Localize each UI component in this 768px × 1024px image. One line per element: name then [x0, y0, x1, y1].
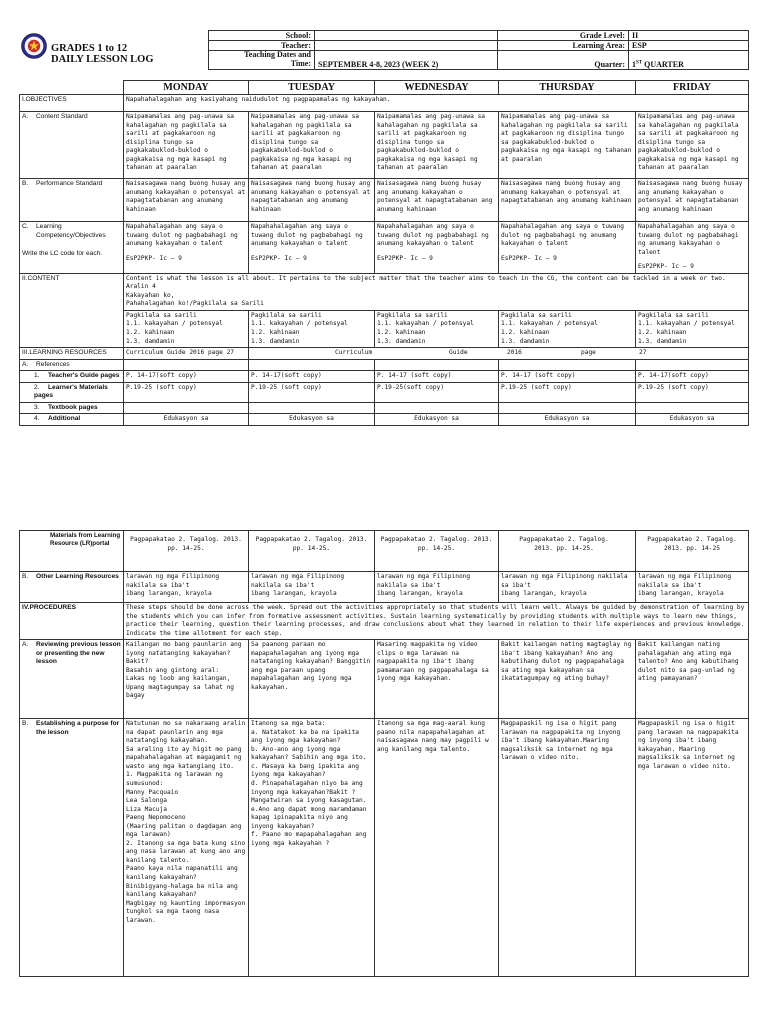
- content-topics-row: [20, 310, 749, 347]
- deped-seal-icon: [21, 33, 47, 59]
- additional-wed: Edukasyon sa: [375, 414, 499, 426]
- lesson-log-table-page-2: [19, 530, 749, 977]
- learners-materials-wed: P.19-25(soft copy): [375, 382, 499, 402]
- day-thursday: THURSDAY: [499, 81, 636, 95]
- performance-standard-label: B. Performance Standard: [20, 179, 124, 222]
- additional-row: [20, 414, 749, 426]
- references-wed: [375, 359, 499, 371]
- teachers-guide-label: 1. Teacher's Guide pages: [20, 371, 124, 383]
- day-wednesday: WEDNESDAY: [375, 81, 499, 95]
- header-info-table: [208, 30, 498, 70]
- lesson-log-table-page-1: [19, 80, 749, 426]
- references-fri: [636, 359, 749, 371]
- review-label: A. Reviewing previous lesson or presenting the new lesson: [20, 640, 124, 719]
- competency-row: [20, 222, 749, 274]
- objectives-label: I.OBJECTIVES: [20, 95, 124, 112]
- grade-level-field[interactable]: II: [629, 31, 749, 41]
- learning-area-label: Learning Area:: [498, 41, 629, 51]
- review-thu: Bakit kailangan nating magtaglay ng iba't ibang kakayahan? Ano ang kabutihang dulot ng pagpapahalaga sa ating mga kakayahan sa ikatatagumpay ng ating buhay?: [499, 640, 636, 719]
- textbook-tue: [249, 402, 375, 414]
- references-mon: [124, 359, 249, 371]
- lc-code: EsP2PKP- Ic – 9: [377, 254, 433, 262]
- objectives-row: [20, 95, 749, 112]
- competency-mon: Napahahalagahan ang saya o tuwang dulot ng pagbabahagi ng anumang kakayahan o talent EsP2PKP- Ic – 9: [124, 222, 249, 274]
- day-header-blank: [20, 81, 124, 95]
- procedures-row: [20, 603, 749, 640]
- teachers-guide-tue: P. 14-17(soft copy): [249, 371, 375, 383]
- content-row: [20, 273, 749, 310]
- content-standard-tue: Naipamamalas ang pag-unawa sa kahalagahan ng pagkilala sa sarili at pagkakaroon ng disiplina tungo sa pagkakabuklod-buklod o pagkakaisa ng mga kasapi ng tahanan at paaralan: [249, 112, 375, 179]
- teachers-guide-mon: P. 14-17(soft copy): [124, 371, 249, 383]
- lc-code: EsP2PKP- Ic – 9: [251, 254, 307, 262]
- learners-materials-row: [20, 382, 749, 402]
- cg-reference-mon: Curriculum Guide 2016 page 27: [124, 348, 249, 360]
- day-friday: FRIDAY: [636, 81, 749, 95]
- lr-portal-wed: Pagpapakatao 2. Tagalog. 2013. pp. 14-25.: [375, 531, 499, 572]
- cg-reference-spread: Curriculum Guide 2016 page 27: [249, 348, 749, 360]
- teachers-guide-row: [20, 371, 749, 383]
- content-standard-mon: Naipamamalas ang pag-unawa sa kahalagahan ng pagkilala sa sarili at pagkakaroon ng disiplina tungo sa pagkakabuklod-buklod o pagkakaisa ng mga kasapi ng tahanan at paaralan: [124, 112, 249, 179]
- competency-fri: Napahahalagahan ang saya o tuwang dulot ng pagbabahagi ng anumang kakayahan o talent EsP2PKP- Ic – 9: [636, 222, 749, 274]
- content-topics-tue: Pagkilala sa sarili 1.1. kakayahan / potensyal 1.2. kahinaan 1.3. damdamin: [249, 310, 375, 347]
- dates-label-line-1: Teaching Dates and: [244, 50, 311, 60]
- day-monday: MONDAY: [124, 81, 249, 95]
- textbook-label: 3. Textbook pages: [20, 402, 124, 414]
- additional-mon: Edukasyon sa: [124, 414, 249, 426]
- performance-standard-row: [20, 179, 749, 222]
- lr-portal-mon: Pagpapakatao 2. Tagalog. 2013. pp. 14-25.: [124, 531, 249, 572]
- references-label: A. References: [20, 359, 124, 371]
- additional-label: 4. Additional: [20, 414, 124, 426]
- content-standard-label: A. Content Standard: [20, 112, 124, 179]
- purpose-fri: Magpapaskil ng isa o higit pang larawan na nagpapakita ng inyong iba't ibang kakayahan. Maaring magsaliksik sa internet ng mga larawan o video nito.: [636, 719, 749, 977]
- quarter-field[interactable]: [629, 51, 749, 70]
- competency-thu: Napahahalagahan ang saya o tuwang dulot ng pagbabahagi ng anumang kakayahan o talent EsP2PKP- Ic – 9: [499, 222, 636, 274]
- lr-portal-tue: Pagpapakatao 2. Tagalog. 2013. pp. 14-25.: [249, 531, 375, 572]
- purpose-wed: Itanong sa mga mag-aaral kung paano nila napapahalagahan at naisasagawa nang may pagpili w ang kanilang mga talento.: [375, 719, 499, 977]
- review-fri: Bakit kailangan nating pahalagahan ang ating mga talento? Ano ang kabutihang dulot nito sa pag-unlad ng ating pamayanan?: [636, 640, 749, 719]
- purpose-row: [20, 719, 749, 977]
- review-row: [20, 640, 749, 719]
- quarter-label: Quarter:: [498, 51, 629, 70]
- school-label: School:: [209, 31, 315, 41]
- lr-portal-label: Materials from Learning Resource (LR)portal: [20, 531, 124, 572]
- purpose-thu: Magpapaskil ng isa o higit pang larawan na nagpapakita ng inyong iba't ibang kakayahan.Maaring magsaliksik sa internet ng mga larawan o video nito.: [499, 719, 636, 977]
- content-standard-thu: Naipamamalas ang pag-unawa sa kahalagahan ng pagkilala sa sarili at pagkakaroon ng disiplina tungo sa pagkakabuklod-buklod o pagkakaisa ng mga kasapi ng tahanan at paaralan: [499, 112, 636, 179]
- teacher-label: Teacher:: [209, 41, 315, 51]
- learners-materials-mon: P.19-25 (soft copy): [124, 382, 249, 402]
- performance-standard-wed: Naisasagawa nang buong husay ang anumang kakayahan o potensyal at napagtatabanan ang anumang kahinaan: [375, 179, 499, 222]
- performance-standard-mon: Naisasagawa nang buong husay ang anumang kakayahan o potensyal at napagtatabanan ang anumang kahinaan: [124, 179, 249, 222]
- content-topics-thu: Pagkilala sa sarili 1.1. kakayahan / potensyal 1.2. kahinaan 1.3. damdamin: [499, 310, 636, 347]
- additional-tue: Edukasyon sa: [249, 414, 375, 426]
- lc-code-note: Write the LC code for each.: [22, 250, 103, 258]
- lc-code: EsP2PKP- Ic – 9: [126, 254, 182, 262]
- other-resources-mon: larawan ng mga Filipinong nakilala sa iba't ibang larangan, krayola: [124, 572, 249, 603]
- performance-standard-thu: Naisasagawa nang buong husay ang anumang kakayahan o potensyal at napagtatabanan ang anumang kahinaan: [499, 179, 636, 222]
- lr-portal-thu: Pagpapakatao 2. Tagalog. 2013. pp. 14-25.: [499, 531, 636, 572]
- competency-wed: Napahahalagahan ang saya o tuwang dulot ng pagbabahagi ng anumang kakayahan o talent EsP2PKP- Ic – 9: [375, 222, 499, 274]
- title-line-2: DAILY LESSON LOG: [51, 54, 154, 66]
- learners-materials-label: 2. Learner's Materials pages: [20, 382, 124, 402]
- content-topics-fri: Pagkilala sa sarili 1.1. kakayahan / potensyal 1.2. kahinaan 1.3. damdamin: [636, 310, 749, 347]
- document-title: [51, 43, 154, 65]
- other-resources-wed: larawan ng mga Filipinong nakilala sa iba't ibang larangan, krayola: [375, 572, 499, 603]
- dates-field[interactable]: SEPTEMBER 4-8, 2023 (WEEK 2): [315, 51, 498, 70]
- quarter-text: QUARTER: [642, 60, 684, 70]
- resources-row: [20, 348, 749, 360]
- review-wed: Masaring magpakita ng video clips o mga larawan na nagpapakita ng iba't ibang pamamaraan ng pagpapahalaga sa iyong mga kakayahan.: [375, 640, 499, 719]
- procedures-text: These steps should be done across the week. Spread out the activities appropriately so that students will learn well. Always be guided by demonstration of learning by the students which you can infer from formative assessment activities. Sustain learning systematically by providing students with multiple ways to learn new things, practice their learning, question their learning processes, and draw conclusions about what they learned in relation to their life experiences and previous knowledge. Indicate the time allotment for each step.: [124, 603, 749, 640]
- purpose-mon: Natutunan mo sa nakaraang aralin na dapat paunlarin ang mga natatanging kakayahan. Sa araling ito ay higit mo pang mapahahalagahan at magagamit ng wasto ang mga katangiang ito. 1. Magpakita ng larawan ng sumusunod: Manny Pacquaio Lea Salonga Liza Macuja Paeng Nepomoceno (Maaring palitan o dagdagan ang mga larawan) 2. Itanong sa mga bata kung sino ang nasa larawan at kung ano ang kanilang talento. Paano kaya nila napanatili ang kanilang kakayahan? Binibigyang-halaga ba nila ang kanilang kakayahan? Magbigay ng kaunting impormasyon tungkol sa mga taong nasa larawan.: [124, 719, 249, 977]
- learners-materials-fri: P.19-25 (soft copy): [636, 382, 749, 402]
- content-label: II.CONTENT: [20, 273, 124, 347]
- competency-label: C. Learning Competency/Objectives Write the LC code for each.: [20, 222, 124, 274]
- references-thu: [499, 359, 636, 371]
- content-standard-row: [20, 112, 749, 179]
- quarter-ordinal: ST: [636, 60, 643, 66]
- dates-label: [209, 51, 315, 70]
- day-tuesday: TUESDAY: [249, 81, 375, 95]
- other-resources-thu: larawan ng mga Filipinong nakilala sa iba't ibang larangan, krayola: [499, 572, 636, 603]
- lc-code: EsP2PKP- Ic – 9: [638, 263, 694, 271]
- content-topics-mon: Pagkilala sa sarili 1.1. kakayahan / potensyal 1.2. kahinaan 1.3. damdamin: [124, 310, 249, 347]
- lc-code: EsP2PKP- Ic – 9: [501, 254, 557, 262]
- performance-standard-fri: Naisasagawa nang buong husay ang anumang kakayahan o potensyal at napagtatabanan ang anumang kahinaan: [636, 179, 749, 222]
- objectives-text: Napahahalagahan ang kasiyahang naidudulot ng pagpapamalas ng kakayahan.: [124, 95, 749, 112]
- procedures-label: IV.PROCEDURES: [20, 603, 124, 640]
- other-resources-row: [20, 572, 749, 603]
- content-intro: Content is what the lesson is all about. It pertains to the subject matter that the teacher aims to teach in the CG, the content can be tackled in a week or two. Aralin 4 Kakayahan ko, Pahahalagahan ko!/Pagkilala sa Sarili: [124, 273, 749, 310]
- textbook-mon: [124, 402, 249, 414]
- dates-label-line-2: Time:: [290, 59, 311, 69]
- other-resources-label: B. Other Learning Resources: [20, 572, 124, 603]
- additional-thu: Edukasyon sa: [499, 414, 636, 426]
- lr-portal-fri: Pagpapakatao 2. Tagalog. 2013. pp. 14-25: [636, 531, 749, 572]
- teachers-guide-wed: P. 14-17 (soft copy): [375, 371, 499, 383]
- textbook-wed: [375, 402, 499, 414]
- review-mon: Kailangan mo bang paunlarin ang iyong natatanging kakayahan? Bakit? Basahin ang gintong aral: Lakas ng loob ang kailangan, Upang magtagumpay sa lahat ng bagay: [124, 640, 249, 719]
- teacher-field[interactable]: [315, 41, 498, 51]
- textbook-fri: [636, 402, 749, 414]
- content-standard-fri: Naipamamalas ang pag-unawa sa kahalagahan ng pagkilala sa sarili at pagkakaroon ng disiplina tungo sa pagkakabuklod-buklod o pagkakaisa ng mga kasapi ng tahanan at paaralan: [636, 112, 749, 179]
- grade-level-label: Grade Level:: [498, 31, 629, 41]
- textbook-row: [20, 402, 749, 414]
- textbook-thu: [499, 402, 636, 414]
- header-grade-table: [497, 30, 749, 70]
- references-tue: [249, 359, 375, 371]
- purpose-tue: Itanong sa mga bata: a. Natatakot ka ba na ipakita ang iyong mga kakayahan? b. Ano-ano ang iyong mga kakayahan? Sabihin ang mga ito. c. Masaya ka bang ipakita ang iyong mga kakayahan? d. Pinapahalagahan niyo ba ang inyong mga kakayahan?Bakit ? Mangatwiran sa iyong kasagutan. e.Ano ang dapat mong maramdaman kapag ipinapakita niyo ang inyong kakayahan? f. Paano mo mapapahalagahan ang iyong mga kakayahan ?: [249, 719, 375, 977]
- other-resources-fri: larawan ng mga Filipinong nakilala sa iba't ibang larangan, krayola: [636, 572, 749, 603]
- teachers-guide-fri: P. 14-17(soft copy): [636, 371, 749, 383]
- additional-fri: Edukasyon sa: [636, 414, 749, 426]
- competency-tue: Napahahalagahan ang saya o tuwang dulot ng pagbabahagi ng anumang kakayahan o talent EsP2PKP- Ic – 9: [249, 222, 375, 274]
- day-header-row: [20, 81, 749, 95]
- content-standard-wed: Naipamamalas ang pag-unawa sa kahalagahan ng pagkilala sa sarili at pagkakaroon ng disiplina tungo sa pagkakabuklod-buklod o pagkakaisa ng mga kasapi ng tahanan at paaralan: [375, 112, 499, 179]
- title-line-1: GRADES 1 to 12: [51, 43, 128, 54]
- learning-area-field[interactable]: ESP: [629, 41, 749, 51]
- other-resources-tue: larawan ng mga Filipinong nakilala sa iba't ibang larangan, krayola: [249, 572, 375, 603]
- references-row: [20, 359, 749, 371]
- content-topics-wed: Pagkilala sa sarili 1.1. kakayahan / potensyal 1.2. kahinaan 1.3. damdamin: [375, 310, 499, 347]
- learners-materials-thu: P.19-25 (soft copy): [499, 382, 636, 402]
- teachers-guide-thu: P. 14-17 (soft copy): [499, 371, 636, 383]
- learners-materials-tue: P.19-25 (soft copy): [249, 382, 375, 402]
- purpose-label: B. Establishing a purpose for the lesson: [20, 719, 124, 977]
- resources-label: III.LEARNING RESOURCES: [20, 348, 124, 360]
- performance-standard-tue: Naisasagawa nang buong husay ang anumang kakayahan o potensyal at napagtatabanan ang anumang kahinaan: [249, 179, 375, 222]
- quarter-number: 1: [632, 60, 636, 70]
- lr-portal-row: [20, 531, 749, 572]
- review-tue: Sa paanong paraan mo mapapahalagahan ang iyong mga natatanging kakayahan? Banggitin ang mga paraan upang mapahalagahan ang iyong mga kakayahan.: [249, 640, 375, 719]
- school-field[interactable]: [315, 31, 498, 41]
